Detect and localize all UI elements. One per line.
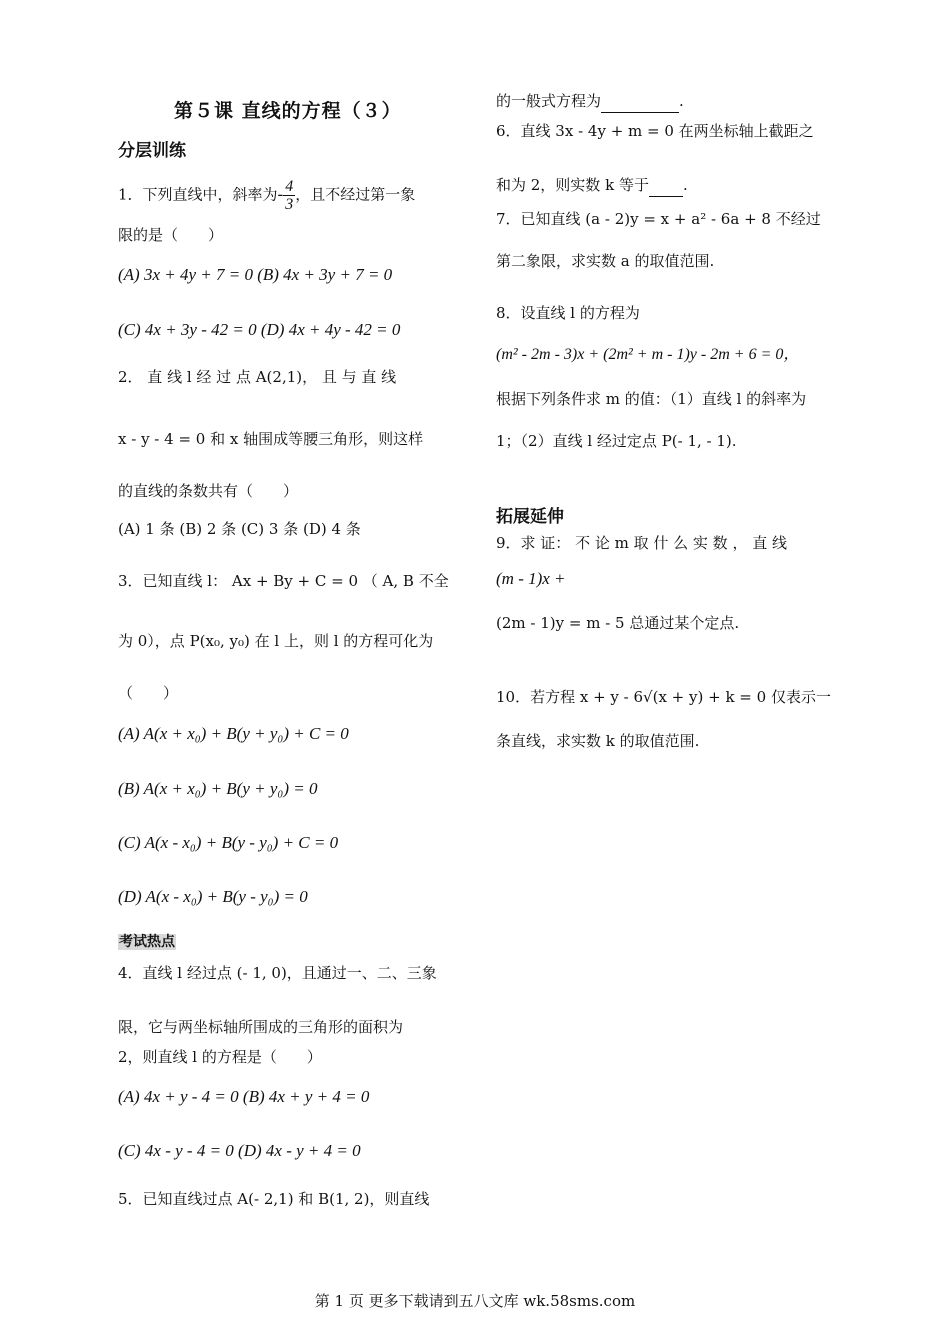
page-footer: 第 1 页 更多下载请到五八文库 wk.58sms.com (314, 1292, 636, 1310)
q10-line2: 条直线，求实数 k 的取值范围. (496, 732, 700, 750)
q3-option-b: (B) A(x + x₀) + B(y + y₀) = 0 (118, 779, 318, 798)
q2-line1: 2． 直 线 l 经 过 点 A(2,1)， 且 与 直 线 (118, 368, 397, 386)
q6-line2 (496, 174, 688, 197)
q1-line2: 限的是（ ） (118, 226, 224, 244)
q2-line2: x - y - 4 = 0 和 x 轴围成等腰三角形，则这样 (118, 430, 424, 448)
q3-option-a: (A) A(x + x₀) + B(y + y₀) + C = 0 (118, 724, 349, 743)
q9-line3: (2m - 1)y = m - 5 总通过某个定点. (496, 614, 740, 632)
q4-options-ab: (A) 4x + y - 4 = 0 (B) 4x + y + 4 = 0 (118, 1087, 370, 1106)
q4-options-cd: (C) 4x - y - 4 = 0 (D) 4x - y + 4 = 0 (118, 1141, 361, 1160)
q1-frac-num: 4 (285, 178, 294, 195)
q1-options-ab: (A) 3x + 4y + 7 = 0 (B) 4x + 3y + 7 = 0 (118, 265, 393, 284)
q8-line2: (m² - 2m - 3)x + (2m² + m - 1)y - 2m + 6 = 0， (496, 346, 800, 363)
q6-answer-blank (649, 174, 683, 197)
q3-line3: （ ） (118, 684, 179, 702)
q3-option-d: (D) A(x - x₀) + B(y - y₀) = 0 (118, 887, 308, 906)
q8-line4: 1；（2）直线 l 经过定点 P(- 1, - 1). (496, 432, 737, 450)
q5-line2 (496, 90, 684, 113)
q8-line3: 根据下列条件求 m 的值：（1）直线 l 的斜率为 (496, 390, 807, 408)
page-title: 第５课 直线的方程（３） (174, 100, 402, 122)
q3-line2: 为 0），点 P(x₀, y₀) 在 l 上，则 l 的方程可化为 (118, 632, 434, 650)
q5-answer-blank (601, 90, 679, 113)
q5-line2-text: 的一般式方程为 (496, 92, 602, 110)
q2-options: (A) 1 条 (B) 2 条 (C) 3 条 (D) 4 条 (118, 520, 361, 538)
q1-frac-sign: - (277, 184, 284, 204)
q9-line2: (m - 1)x + (496, 569, 566, 588)
q1-text-a: 1．下列直线中，斜率为 (118, 185, 278, 204)
section-layered-training: 分层训练 (118, 141, 186, 161)
q1-fraction (283, 178, 295, 213)
q6-line2-end: . (682, 176, 688, 194)
q3-option-c: (C) A(x - x₀) + B(y - y₀) + C = 0 (118, 833, 339, 852)
q1-frac-den: 3 (285, 196, 294, 213)
section-exam-hotspot (118, 930, 176, 953)
q10-line1: 10．若方程 x + y - 6√(x + y) + k = 0 仅表示一 (496, 688, 831, 706)
q9-line1: 9．求 证： 不 论 m 取 什 么 实 数 ， 直 线 (496, 534, 787, 552)
q3-line1: 3．已知直线 l： Ax + By + C = 0 （ A, B 不全 (118, 572, 449, 590)
q7-line1: 7．已知直线 (a - 2)y = x + a² - 6a + 8 不经过 (496, 210, 821, 228)
q1-line1 (118, 178, 415, 213)
section-extension: 拓展延伸 (496, 507, 564, 527)
exam-hotspot-label: 考试热点 (119, 934, 175, 950)
q4-line1: 4．直线 l 经过点 (- 1, 0)，且通过一、二、三象 (118, 964, 437, 982)
q5-line2-end: . (679, 92, 684, 110)
q1-text-b: ，且不经过第一象 (295, 185, 416, 204)
q8-line1: 8．设直线 l 的方程为 (496, 304, 640, 322)
q6-line1: 6．直线 3x - 4y + m = 0 在两坐标轴上截距之 (496, 122, 814, 140)
q6-line2-text: 和为 2，则实数 k 等于 (496, 176, 649, 194)
q1-options-cd: (C) 4x + 3y - 42 = 0 (D) 4x + 4y - 42 = 0 (118, 320, 401, 339)
q4-line2: 限，它与两坐标轴所围成的三角形的面积为 (118, 1018, 404, 1036)
q7-line2: 第二象限，求实数 a 的取值范围. (496, 252, 715, 270)
q4-line3: 2，则直线 l 的方程是（ ） (118, 1048, 322, 1066)
q5-line1: 5．已知直线过点 A(- 2,1) 和 B(1, 2)，则直线 (118, 1190, 430, 1208)
q2-line3: 的直线的条数共有（ ） (118, 482, 299, 500)
